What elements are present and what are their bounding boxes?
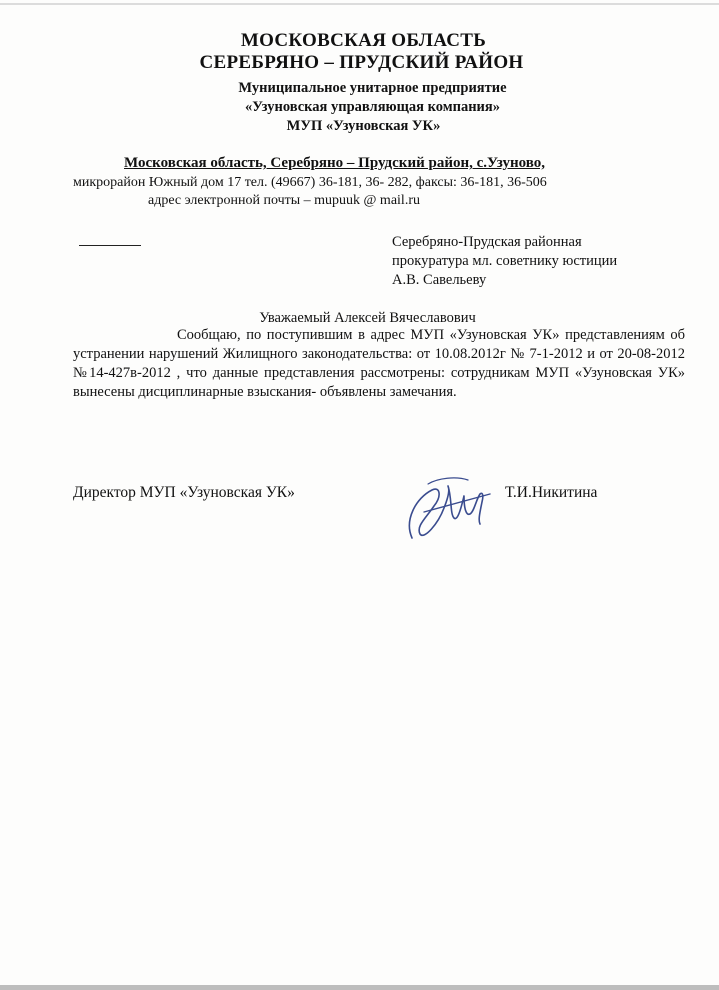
handwritten-signature bbox=[398, 468, 496, 548]
scan-artifact-top bbox=[0, 3, 719, 5]
letter-body: Сообщаю, по поступившим в адрес МУП «Узуновская УК» представлениям об устранении нарушений Жилищного законодательства: от 10.08.2012г № 7-1-2012 и от 20-08-2012 №14-427в-2012 , что данные представления рассмотрены: сотрудникам МУП «Узуновская УК» вынесены дисциплинарные взыскания- объявлены замечания. bbox=[73, 327, 685, 400]
address-line-3: адрес электронной почты – mupuuk @ mail.ru bbox=[148, 193, 420, 208]
outgoing-number-blank bbox=[79, 245, 141, 246]
address-line-1: Московская область, Серебряно – Прудский район, с.Узуново, bbox=[124, 155, 546, 171]
header-org-type: Муниципальное унитарное предприятие bbox=[238, 80, 507, 96]
letter-salutation: Уважаемый Алексей Вячеславович bbox=[259, 310, 476, 326]
signature-title: Директор МУП «Узуновская УК» bbox=[73, 484, 295, 501]
address-line-2: микрорайон Южный дом 17 тел. (49667) 36-181, 36- 282, факсы: 36-181, 36-506 bbox=[73, 175, 547, 190]
header-district: СЕРЕБРЯНО – ПРУДСКИЙ РАЙОН bbox=[199, 52, 524, 73]
header-org-short: МУП «Узуновская УК» bbox=[286, 118, 441, 134]
header-region: МОСКОВСКАЯ ОБЛАСТЬ bbox=[240, 30, 487, 51]
header-org-name: «Узуновская управляющая компания» bbox=[244, 99, 501, 115]
signatory-name: Т.И.Никитина bbox=[505, 484, 598, 501]
recipient-line-1: Серебряно-Прудская районная bbox=[392, 234, 582, 250]
scan-artifact-bottom bbox=[0, 985, 719, 990]
recipient-line-2: прокуратура мл. советнику юстиции bbox=[392, 253, 618, 269]
recipient-line-3: А.В. Савельеву bbox=[392, 272, 487, 288]
